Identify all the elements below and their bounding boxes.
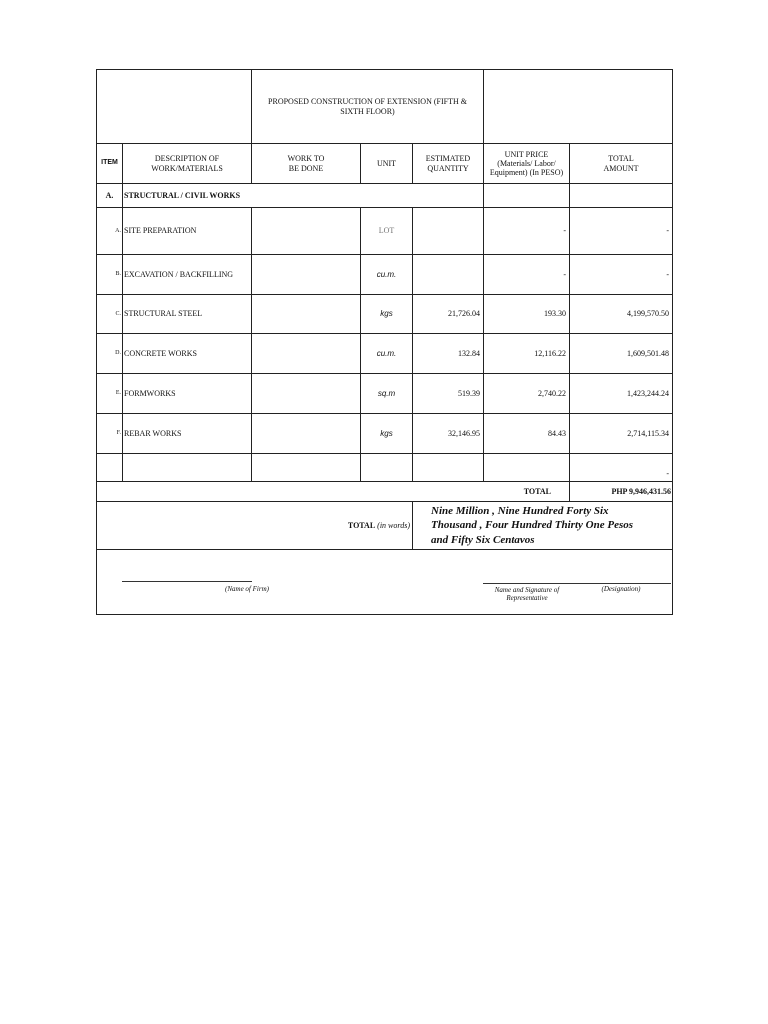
row-work (252, 414, 361, 454)
row-letter: E. (97, 374, 123, 414)
section-blank-total (570, 184, 673, 208)
total-words-label-suffix: (in words) (377, 520, 410, 530)
section-label: A. (97, 184, 123, 208)
row-unit: cu.m. (361, 334, 413, 374)
rep-signature-line (483, 583, 671, 584)
signature-row (97, 550, 673, 615)
row-quantity: 519.39 (413, 374, 484, 414)
table-row (97, 374, 673, 414)
row-quantity (413, 208, 484, 255)
row-description: SITE PREPARATION (123, 208, 252, 255)
header-unit-price: UNIT PRICE (Materials/ Labor/ Equipment) (In PESO) (484, 144, 570, 184)
row-unit-price: 84.43 (484, 414, 570, 454)
section-blank-price (484, 184, 570, 208)
row-unit-price: 12,116.22 (484, 334, 570, 374)
row-description: STRUCTURAL STEEL (123, 295, 252, 334)
total-label: TOTAL (97, 482, 570, 502)
header-unit: UNIT (361, 144, 413, 184)
total-row (97, 482, 673, 502)
bill-of-quantities-table (96, 69, 673, 615)
table-row (97, 414, 673, 454)
row-total: 4,199,570.50 (570, 295, 673, 334)
designation-label: (Designation) (601, 585, 641, 593)
section-title: STRUCTURAL / CIVIL WORKS (123, 184, 484, 208)
row-total: 2,714,115.34 (570, 414, 673, 454)
row-total: - (570, 255, 673, 295)
row-unit: kgs (361, 414, 413, 454)
row-unit-price: 193.30 (484, 295, 570, 334)
row-total: 1,423,244.24 (570, 374, 673, 414)
row-quantity (413, 255, 484, 295)
row-letter: B. (97, 255, 123, 295)
row-letter: A. (97, 208, 123, 255)
firm-signature-line (122, 581, 252, 582)
row-total: 1,609,501.48 (570, 334, 673, 374)
header-item: ITEM (97, 144, 123, 184)
table-row (97, 208, 673, 255)
total-words-row (97, 502, 673, 550)
row-quantity: 132.84 (413, 334, 484, 374)
row-quantity: 32,146.95 (413, 414, 484, 454)
row-work (252, 334, 361, 374)
row-letter: D. (97, 334, 123, 374)
row-quantity: 21,726.04 (413, 295, 484, 334)
row-description: CONCRETE WORKS (123, 334, 252, 374)
bid-form (96, 69, 672, 615)
header-work-to-be-done: WORK TO BE DONE (252, 144, 361, 184)
total-value: PHP 9,946,431.56 (570, 482, 673, 502)
row-work (252, 374, 361, 414)
project-title: PROPOSED CONSTRUCTION OF EXTENSION (FIFTH & SIXTH FLOOR) (252, 70, 484, 144)
firm-label: (Name of Firm) (225, 585, 269, 593)
row-unit: cu.m. (361, 255, 413, 295)
total-words-label-cell (97, 502, 413, 550)
row-unit: sq.m (361, 374, 413, 414)
row-description: REBAR WORKS (123, 414, 252, 454)
header-description: DESCRIPTION OF WORK/MATERIALS (123, 144, 252, 184)
header-total-amount: TOTAL AMOUNT (570, 144, 673, 184)
row-total: - (570, 208, 673, 255)
signature-block (97, 550, 673, 615)
row-unit: LOT (361, 208, 413, 255)
table-row (97, 334, 673, 374)
row-unit-price: 2,740.22 (484, 374, 570, 414)
row-work (252, 208, 361, 255)
row-work (252, 295, 361, 334)
row-description: EXCAVATION / BACKFILLING (123, 255, 252, 295)
blank-row (97, 454, 673, 482)
row-unit-price: - (484, 208, 570, 255)
row-letter: F. (97, 414, 123, 454)
table-row (97, 255, 673, 295)
blank-row-total: - (570, 454, 673, 482)
row-unit: kgs (361, 295, 413, 334)
title-left-blank (97, 70, 252, 144)
title-right-blank (484, 70, 673, 144)
total-in-words: Nine Million , Nine Hundred Forty Six Thousand , Four Hundred Thirty One Pesos and Fifty Six Centavos (413, 502, 673, 550)
table-row (97, 295, 673, 334)
header-estimated-quantity: ESTIMATED QUANTITY (413, 144, 484, 184)
total-words-label: TOTAL (347, 520, 376, 530)
row-description: FORMWORKS (123, 374, 252, 414)
representative-label: Name and Signature of Representative (494, 586, 560, 603)
row-unit-price: - (484, 255, 570, 295)
row-letter: C. (97, 295, 123, 334)
row-work (252, 255, 361, 295)
